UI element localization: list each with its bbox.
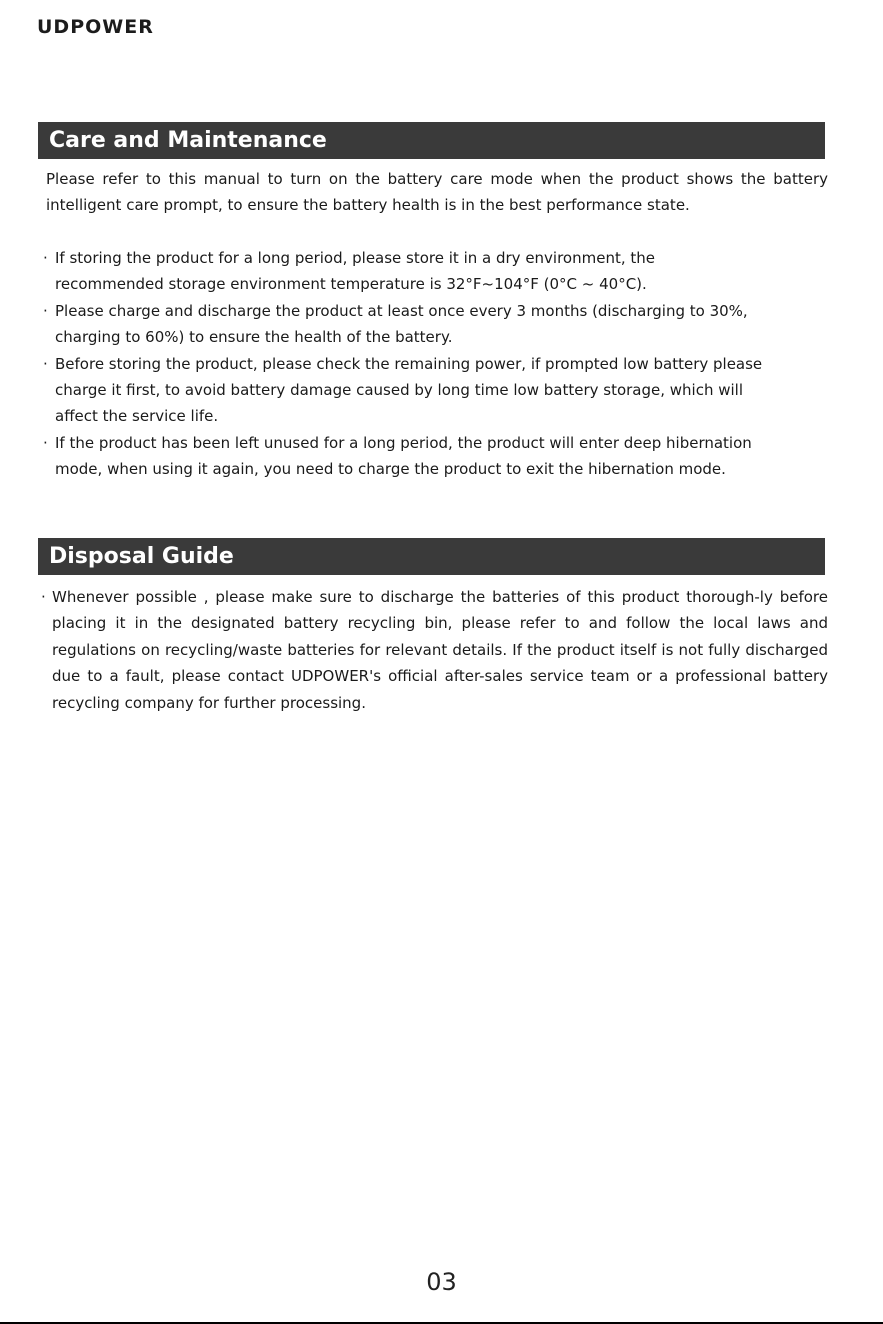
disposal-paragraph: · Whenever possible , please make sure to discharge the batteries of this product thorough-ly before placing it in the designated battery recycling bin, please refer to and follow the local laws and regulations on recycling/waste batteries for relevant details. If the product itself is not fully discharged due to a fault, please contact UDPOWER's official after-sales service team or a professional battery recycling company for further processing. [44,584,828,716]
care-tips-list [46,245,766,483]
brand-logo: UDPOWER [37,16,154,38]
care-tip-storage: · If storing the product for a long period, please store it in a dry environment, the recommended storage environment temperature is 32°F~104°F (0°C ~ 40°C). [46,245,766,298]
care-maintenance-heading: Care and Maintenance [38,122,825,159]
care-tip-hibernation: · If the product has been left unused for a long period, the product will enter deep hibernation mode, when using it again, you need to charge the product to exit the hibernation mode. [46,430,766,483]
disposal-guide-heading: Disposal Guide [38,538,825,575]
care-intro-paragraph: Please refer to this manual to turn on the battery care mode when the product shows the battery intelligent care prompt, to ensure the battery health is in the best performance state. [46,170,828,215]
care-tip-charge-cycle: · Please charge and discharge the product at least once every 3 months (discharging to 30%, charging to 60%) to ensure the health of the battery. [46,298,766,351]
page-number: 03 [426,1268,457,1296]
disposal-list [44,584,828,716]
care-tip-check-power: · Before storing the product, please check the remaining power, if prompted low battery please charge it first, to avoid battery damage caused by long time low battery storage, which will affect the service life. [46,351,766,430]
